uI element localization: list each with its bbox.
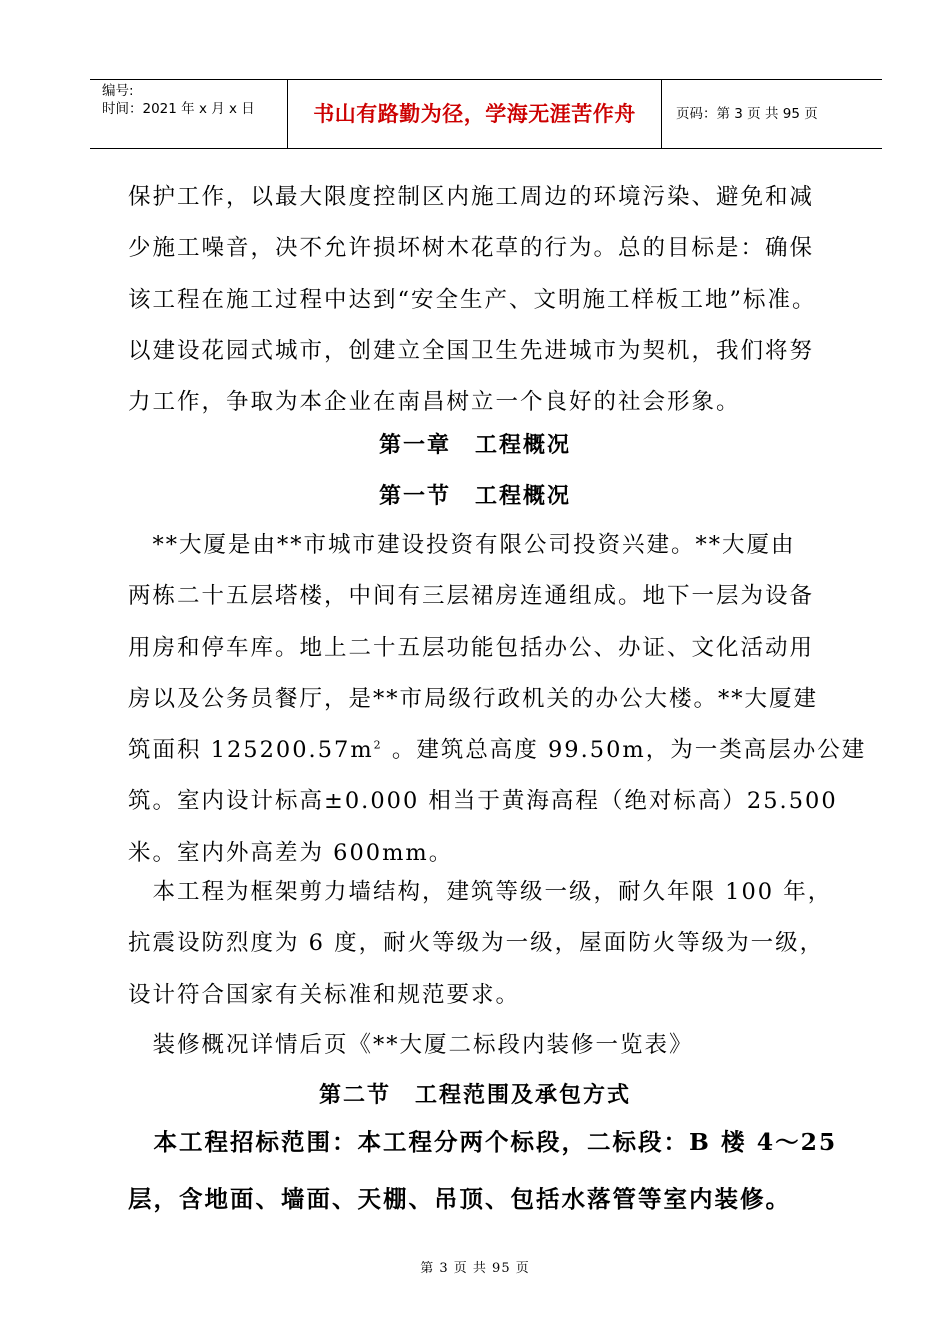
structure-paragraph [128, 867, 850, 1021]
text-line: **大厦是由**市城市建设投资有限公司投资兴建。**大厦由 [128, 532, 796, 558]
page-footer: 第 3 页 共 95 页 [420, 1261, 530, 1276]
chapter-title: 第一章 工程概况 [378, 432, 571, 458]
text-line: 层，含地面、墙面、天棚、吊顶、包括水落管等室内装修。 [128, 1185, 791, 1213]
area-text: 筑面积 125200.57m [128, 737, 374, 764]
header-page-number: 页码：第 3 页 共 95 页 [676, 106, 818, 122]
page-header [90, 79, 882, 149]
text-line: 用房和停车库。地上二十五层功能包括办公、办证、文化活动用 [128, 634, 815, 661]
section-title: 第一节 工程概况 [378, 483, 571, 509]
text-line: 该工程在施工过程中达到“安全生产、文明施工样板工地”标准。 [128, 286, 817, 313]
document-time-label: 时间：2021 年 x 月 x 日 [102, 101, 255, 117]
height-text: 。建筑总高度 99.50m，为一类高层办公建 [382, 737, 867, 764]
area-superscript: 2 [373, 738, 383, 752]
text-line: 力工作，争取为本企业在南昌树立一个良好的社会形象。 [128, 389, 741, 416]
text-line: 米。室内外高差为 600mm。 [128, 839, 454, 866]
text-line: 筑。室内设计标高±0.000 相当于黄海高程（绝对标高）25.500 [128, 788, 838, 815]
text-line: 装修概况详情后页《**大厦二标段内装修一览表》 [128, 1032, 694, 1058]
header-meta-cell [90, 80, 288, 148]
document-code-label: 编号: [102, 83, 134, 99]
text-line: 两栋二十五层塔楼，中间有三层裙房连通组成。地下一层为设备 [128, 583, 815, 610]
text-line: 房以及公务员餐厅，是**市局级行政机关的办公大楼。**大厦建 [128, 685, 819, 712]
text-line: 抗震设防烈度为 6 度，耐火等级为一级，屋面防火等级为一级， [128, 930, 825, 957]
scope-paragraph [128, 1114, 850, 1228]
section-title: 第二节 工程范围及承包方式 [318, 1082, 631, 1108]
text-line: 少施工噪音，决不允许损坏树木花草的行为。总的目标是：确保 [128, 235, 815, 262]
building-area-line [128, 725, 867, 776]
text-line: 保护工作，以最大限度控制区内施工周边的环境污染、避免和减 [128, 184, 815, 210]
overview-paragraph [128, 520, 867, 879]
decoration-paragraph [128, 1020, 850, 1071]
text-line: 设计符合国家有关标准和规范要求。 [128, 981, 521, 1008]
intro-paragraph [128, 172, 850, 428]
header-motto: 书山有路勤为径，学海无涯苦作舟 [288, 80, 662, 148]
text-line: 本工程为框架剪力墙结构，建筑等级一级，耐久年限 100 年， [128, 879, 833, 905]
text-line: 本工程招标范围：本工程分两个标段，二标段：B 楼 4～25 [128, 1128, 838, 1156]
text-line: 以建设花园式城市，创建立全国卫生先进城市为契机，我们将努 [128, 337, 815, 364]
